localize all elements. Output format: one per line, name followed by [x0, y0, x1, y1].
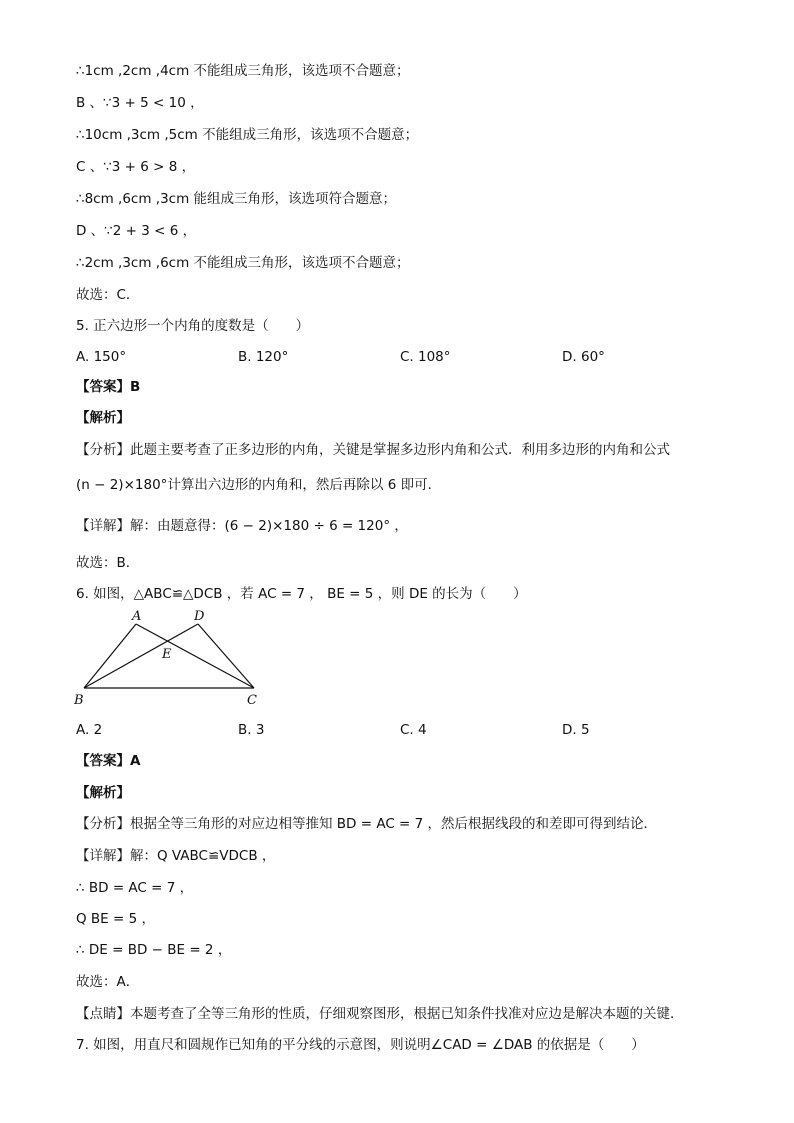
text-line: ∴2cm ,3cm ,6cm 不能组成三角形，该选项不合题意；: [76, 255, 410, 271]
q6-option-c: C. 4: [400, 722, 427, 738]
triangle-figure: [70, 606, 270, 710]
text-line: D 、∵2 + 3 < 6 ，: [76, 223, 197, 239]
text-line: 故选：C．: [76, 287, 140, 303]
q6-analysis-heading: 【解析】: [76, 785, 130, 801]
question-6-stem: 6. 如图，△ABC≌△DCB ，若 AC = 7 ， BE = 5 ，则 DE 的长为（ ）: [76, 586, 527, 602]
q5-analysis-heading: 【解析】: [76, 410, 130, 426]
triangle-diagram: [70, 606, 270, 710]
q6-answer: 【答案】A: [76, 753, 141, 769]
q5-option-c: C. 108°: [400, 349, 451, 365]
q6-detail: 【详解】解：Q VABC≌VDCB ，: [76, 848, 276, 864]
q5-answer: 【答案】B: [76, 379, 141, 395]
q5-option-b: B. 120°: [238, 349, 289, 365]
segment-ac: [136, 624, 254, 688]
q5-fenxi-line-2: (n − 2)×180°计算出六边形的内角和，然后再除以 6 即可．: [76, 477, 442, 493]
q5-option-a: A. 150°: [76, 349, 127, 365]
q5-fenxi-line-1: 【分析】此题主要考查了正多边形的内角，关键是掌握多边形内角和公式．利用多边形的内角和公式: [76, 442, 670, 458]
segment-ba: [84, 624, 136, 688]
q5-detail: 【详解】解：由题意得：(6 − 2)×180 ÷ 6 = 120° ，: [76, 518, 408, 534]
label-point-c: C: [247, 693, 257, 708]
q6-step-3: ∴ DE = BD − BE = 2 ，: [76, 942, 232, 958]
q6-choose: 故选：A．: [76, 974, 140, 990]
q6-dianjing: 【点睛】本题考查了全等三角形的性质，仔细观察图形，根据已知条件找准对应边是解决本题的关键．: [76, 1006, 684, 1022]
text-line: ∴8cm ,6cm ,3cm 能组成三角形，该选项符合题意；: [76, 191, 397, 207]
question-5-stem: 5. 正六边形一个内角的度数是（ ）: [76, 318, 310, 334]
label-point-b: B: [74, 693, 84, 708]
segment-bd: [84, 624, 198, 688]
q6-fenxi: 【分析】根据全等三角形的对应边相等推知 BD = AC = 7 ，然后根据线段的和差即可得到结论．: [76, 816, 658, 832]
q6-option-b: B. 3: [238, 722, 265, 738]
q6-option-a: A. 2: [76, 722, 103, 738]
text-line: C 、∵3 + 6 > 8 ，: [76, 159, 196, 175]
q6-option-d: D. 5: [562, 722, 590, 738]
text-line: ∴10cm ,3cm ,5cm 不能组成三角形，该选项不合题意；: [76, 127, 419, 143]
q6-step-2: Q BE = 5 ，: [76, 911, 155, 927]
label-point-e: E: [162, 647, 172, 662]
label-point-a: A: [132, 609, 142, 624]
q6-step-1: ∴ BD = AC = 7 ，: [76, 880, 194, 896]
text-line: B 、∵3 + 5 < 10 ，: [76, 95, 204, 111]
segment-dc: [198, 624, 254, 688]
label-point-d: D: [194, 609, 205, 624]
q5-choose: 故选：B．: [76, 555, 140, 571]
q5-option-d: D. 60°: [562, 349, 605, 365]
text-line: ∴1cm ,2cm ,4cm 不能组成三角形，该选项不合题意；: [76, 63, 410, 79]
question-7-stem: 7. 如图，用直尺和圆规作已知角的平分线的示意图，则说明∠CAD = ∠DAB 的依据是（ ）: [76, 1037, 645, 1053]
